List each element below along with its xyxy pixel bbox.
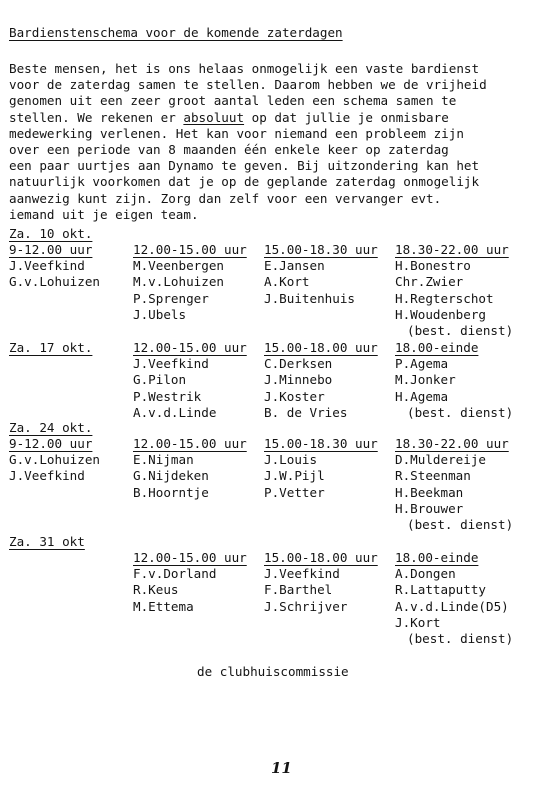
intro-line-with-emphasis <box>9 110 549 126</box>
volunteer-name: R.Steenman <box>395 468 471 484</box>
volunteer-name: J.W.Pijl <box>264 468 325 484</box>
volunteer-name: J.Louis <box>264 452 318 468</box>
volunteer-name: J.Veefkind <box>9 468 85 484</box>
volunteer-name: J.Buitenhuis <box>264 290 355 306</box>
volunteer-name: H.Brouwer <box>395 500 464 516</box>
volunteer-name: M.Jonker <box>395 372 456 388</box>
volunteer-name: P.Agema <box>395 356 449 372</box>
service-note: (best. dienst) <box>407 631 514 647</box>
intro-line: aanwezig kunt zijn. Zorg dan zelf voor een vervanger evt. <box>9 190 442 206</box>
shift-header: 12.00-15.00 uur <box>133 550 247 565</box>
volunteer-name: J.Kort <box>395 614 441 630</box>
volunteer-name: A.Dongen <box>395 566 456 582</box>
intro-line: over een periode van 8 maanden één enkele keer op zaterdag <box>9 142 449 158</box>
intro-line: natuurlijk voorkomen dat je op de geplande zaterdag onmogelijk <box>9 174 480 190</box>
volunteer-name: A.Kort <box>264 274 310 290</box>
intro-line: medewerking verlenen. Het kan voor niemand een probleem zijn <box>9 125 464 141</box>
volunteer-name: R.Lattaputty <box>395 582 486 598</box>
week-date: Za. 17 okt. <box>9 340 93 355</box>
volunteer-name: G.v.Lohuizen <box>9 452 100 468</box>
shift-column-4 <box>395 436 513 533</box>
volunteer-name: P.Vetter <box>264 484 325 500</box>
volunteer-name: P.Sprenger <box>133 290 209 306</box>
shift-column-3 <box>264 550 378 615</box>
shift-header: 12.00-15.00 uur <box>133 242 247 257</box>
volunteer-name: J.Koster <box>264 388 325 404</box>
volunteer-name: B. de Vries <box>264 404 348 420</box>
shift-header: 18.00-einde <box>395 340 479 355</box>
volunteer-name: H.Woudenberg <box>395 306 486 322</box>
volunteer-name: P.Westrik <box>133 388 202 404</box>
shift-header: 15.00-18.00 uur <box>264 340 378 355</box>
shift-column-1 <box>9 436 100 485</box>
emphasis-word: absoluut <box>183 109 245 125</box>
intro-line: voor de zaterdag samen te stellen. Daarom hebben we de vrijheid <box>9 77 487 93</box>
volunteer-name: M.Ettema <box>133 598 194 614</box>
volunteer-name: D.Muldereije <box>395 452 486 468</box>
volunteer-name: C.Derksen <box>264 356 333 372</box>
intro-line-end: op dat jullie je onmisbare <box>244 109 449 125</box>
intro-line: een paar uurtjes aan Dynamo te geven. Bij uitzondering kan het <box>9 158 480 174</box>
service-note: (best. dienst) <box>407 517 514 533</box>
shift-column-3 <box>264 340 378 421</box>
volunteer-name: F.v.Dorland <box>133 566 217 582</box>
shift-column-2 <box>133 436 247 501</box>
volunteer-name: A.v.d.Linde <box>133 404 217 420</box>
intro-line-start: stellen. We rekenen er <box>9 109 184 125</box>
shift-header: 18.30-22.00 uur <box>395 436 509 451</box>
volunteer-name: H.Regterschot <box>395 290 494 306</box>
shift-column-3 <box>264 242 378 307</box>
shift-header: 15.00-18.30 uur <box>264 436 378 451</box>
shift-column-4 <box>395 242 513 339</box>
service-note: (best. dienst) <box>407 404 514 420</box>
volunteer-name: J.Schrijver <box>264 598 348 614</box>
shift-header: 18.30-22.00 uur <box>395 242 509 257</box>
week-date: Za. 10 okt. <box>9 226 93 241</box>
shift-header: 9-12.00 uur <box>9 436 93 451</box>
signature: de clubhuiscommissie <box>197 664 349 679</box>
volunteer-name: J.Veefkind <box>9 258 85 274</box>
intro-line: Beste mensen, het is ons helaas onmogelijk een vaste bardienst <box>9 61 480 76</box>
week-date: Za. 31 okt <box>9 534 85 549</box>
page-number: 11 <box>271 759 292 777</box>
volunteer-name: E.Nijman <box>133 452 194 468</box>
page-title: Bardienstenschema voor de komende zaterdagen <box>9 25 343 40</box>
volunteer-name: A.v.d.Linde(D5) <box>395 598 509 614</box>
volunteer-name: F.Barthel <box>264 582 333 598</box>
volunteer-name: G.Pilon <box>133 372 187 388</box>
shift-column-3 <box>264 436 378 501</box>
shift-column-4 <box>395 340 513 421</box>
service-note: (best. dienst) <box>407 323 514 339</box>
volunteer-name: E.Jansen <box>264 258 325 274</box>
shift-column-4 <box>395 550 513 647</box>
volunteer-name: M.Veenbergen <box>133 258 224 274</box>
volunteer-name: J.Veefkind <box>264 566 340 582</box>
intro-line: iemand uit je eigen team. <box>9 206 199 222</box>
volunteer-name: B.Hoorntje <box>133 484 209 500</box>
volunteer-name: J.Ubels <box>133 306 187 322</box>
shift-header: 18.00-einde <box>395 550 479 565</box>
shift-column-2 <box>133 242 247 323</box>
volunteer-name: M.v.Lohuizen <box>133 274 224 290</box>
volunteer-name: R.Keus <box>133 582 179 598</box>
volunteer-name: H.Bonestro <box>395 258 471 274</box>
volunteer-name: Chr.Zwier <box>395 274 464 290</box>
shift-header: 9-12.00 uur <box>9 242 93 257</box>
shift-column-2 <box>133 340 247 421</box>
shift-column-1 <box>9 242 100 291</box>
shift-header: 12.00-15.00 uur <box>133 436 247 451</box>
shift-column-2 <box>133 550 247 615</box>
week-date: Za. 24 okt. <box>9 420 93 435</box>
shift-header: 15.00-18.30 uur <box>264 242 378 257</box>
volunteer-name: J.Minnebo <box>264 372 333 388</box>
shift-header: 15.00-18.00 uur <box>264 550 378 565</box>
volunteer-name: G.Nijdeken <box>133 468 209 484</box>
shift-header: 12.00-15.00 uur <box>133 340 247 355</box>
volunteer-name: H.Agema <box>395 388 449 404</box>
intro-paragraph <box>9 61 549 223</box>
volunteer-name: H.Beekman <box>395 484 464 500</box>
intro-line: genomen uit een zeer groot aantal leden een schema samen te <box>9 93 457 109</box>
volunteer-name: G.v.Lohuizen <box>9 274 100 290</box>
volunteer-name: J.Veefkind <box>133 356 209 372</box>
